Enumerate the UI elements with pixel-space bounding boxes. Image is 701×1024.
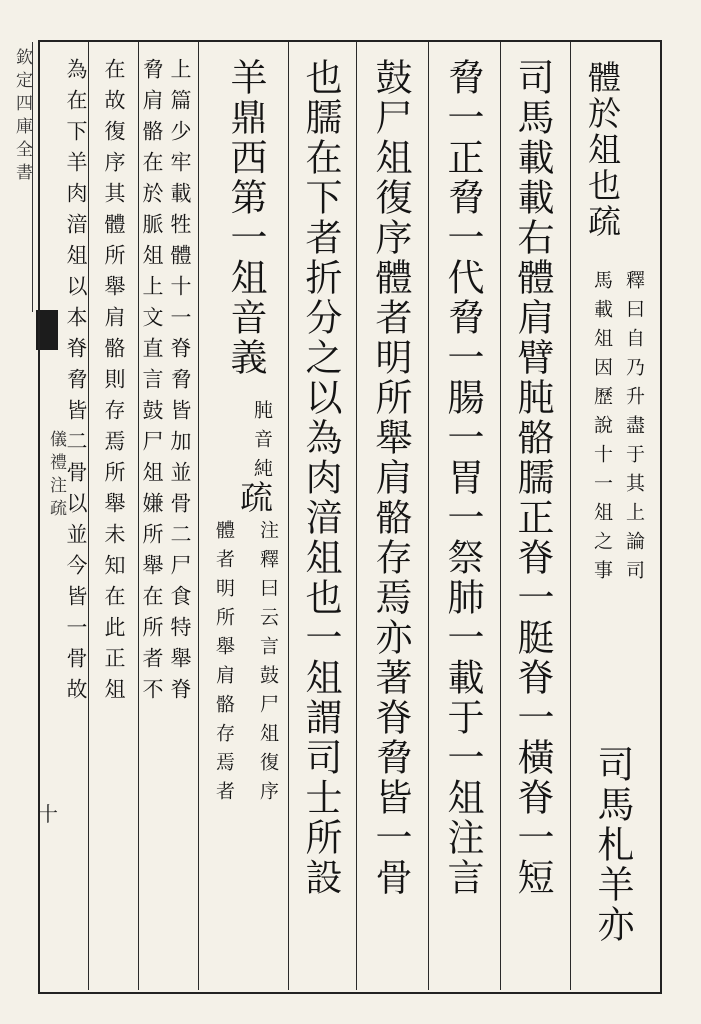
column-rule (138, 42, 139, 990)
commentary-column-4: 為在下羊肉湆俎以本脊脅皆二骨以並今皆一骨故 (64, 58, 88, 709)
annotation-column-1a: 釋曰自乃升盡于其上論司 (623, 270, 645, 589)
column-rule (428, 42, 429, 990)
text-column-3: 脅一正脅一代脅一腸一胃一祭肺一載于一俎注言 (441, 58, 484, 898)
column-rule (88, 42, 89, 990)
column-rule (570, 42, 571, 990)
book-title: 儀禮注疏 (46, 430, 66, 522)
column-rule (500, 42, 501, 990)
column-rule (198, 42, 199, 990)
annotation-column-6a: 注釋曰云言鼓尸俎復序 (257, 520, 279, 810)
annotation-column-1b: 馬載俎因歷說十一俎之事 (591, 270, 613, 589)
text-column-5: 也臑在下者折分之以為肉湆俎也一俎謂司士所設 (299, 58, 342, 898)
column-rule (288, 42, 289, 990)
text-column-1: 體於俎也疏 (583, 60, 622, 240)
annotation-sound: 肫音純 (251, 400, 273, 487)
page-frame (38, 40, 662, 994)
text-column-4: 鼓尸俎復序體者明所舉肩骼存焉亦著脊脅皆一骨 (369, 58, 412, 898)
text-column-1c: 司馬札羊亦 (591, 745, 634, 945)
column-rule (356, 42, 357, 990)
text-column-6-shu: 疏 (235, 480, 274, 516)
annotation-column-6b: 體者明所舉肩骼存焉者 (213, 520, 235, 810)
page-number: 十 (38, 802, 58, 826)
text-column-2: 司馬載載右體肩臂肫骼臑正脊一脡脊一橫脊一短 (511, 58, 554, 898)
commentary-column-3: 在故復序其體所舉肩骼則存焉所舉未知在此正俎 (102, 58, 126, 709)
book-series-title: 欽定四庫全書 (12, 48, 32, 186)
commentary-column-1: 上篇少牢載牲體十一脊脅皆加並骨二尸食特舉脊 (168, 58, 192, 709)
commentary-column-2: 脅肩骼在於脈俎上文直言鼓尸俎嫌所舉在所者不 (140, 58, 164, 709)
text-column-6: 羊鼎西第一俎音義 (224, 58, 267, 378)
